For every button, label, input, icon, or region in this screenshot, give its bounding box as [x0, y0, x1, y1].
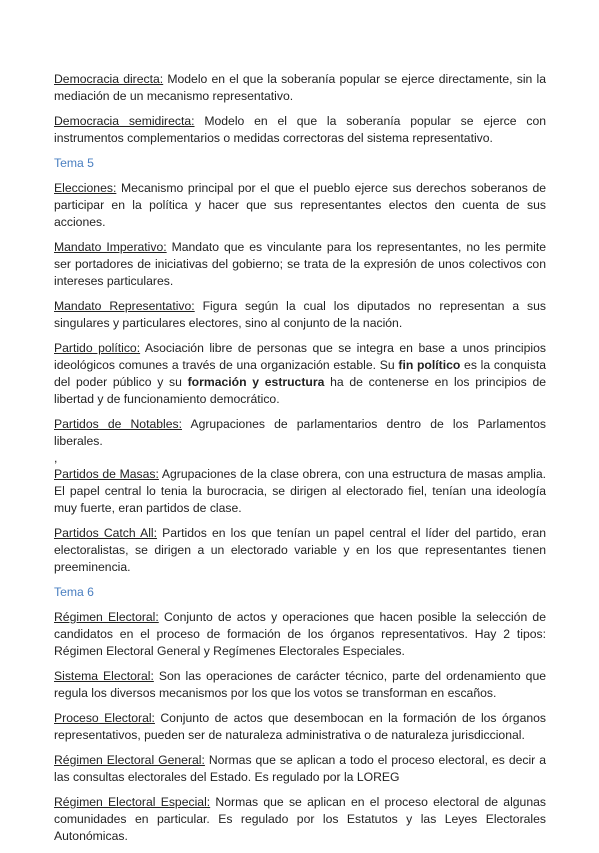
- definition-regimen-electoral-general: [54, 752, 546, 786]
- definition-text: Mandato que es vinculante para los representantes, no les permite ser portadores de iniciativas del gobierno; se trata de la expresión de unos colectivos con intereses particulares.: [54, 240, 546, 288]
- definition-democracia-semidirecta: [54, 113, 546, 147]
- definition-partido-politico: [54, 340, 546, 408]
- definition-text: Agrupaciones de la clase obrera, con una estructura de masas amplia. El papel central lo tenia la burocracia, se dirigen al electorado fiel, tenían una ideología muy fuerte, eran partidos de clase.: [54, 467, 546, 515]
- definition-text: Normas que se aplican en el proceso electoral de algunas comunidades en particular. Es regulado por los Estatutos y las Leyes Electorales Autonómicas.: [54, 795, 546, 843]
- term: Mandato Representativo:: [54, 299, 195, 313]
- definition-text: Mecanismo principal por el que el pueblo ejerce sus derechos soberanos de participar en la política y hacer que sus representantes electos den cuenta de sus acciones.: [54, 181, 546, 229]
- definition-text: Modelo en el que la soberanía popular se ejerce directamente, sin la mediación de un mecanismo representativo.: [54, 72, 546, 103]
- section-heading-tema-6: Tema 6: [54, 585, 94, 599]
- term: Partidos de Notables:: [54, 417, 182, 431]
- definition-text: Partidos en los que tenían un papel central el líder del partido, eran electoralistas, se dirigen a un electorado variable y en los que representantes tienen preeminencia.: [54, 526, 546, 574]
- definition-text: Normas que se aplican a todo el proceso electoral, es decir a las consultas electorales del Estado. Es regulado por la LOREG: [54, 753, 547, 784]
- bold-text: fin político: [398, 358, 461, 372]
- definition-democracia-directa: [54, 71, 546, 105]
- definition-elecciones: [54, 180, 546, 231]
- term: Elecciones:: [54, 181, 117, 195]
- definition-partidos-notables: [54, 416, 546, 450]
- definition-regimen-electoral: [54, 609, 546, 660]
- definition-proceso-electoral: [54, 710, 546, 744]
- definition-mandato-imperativo: [54, 239, 546, 290]
- document-page: [54, 71, 546, 853]
- term: Proceso Electoral:: [54, 711, 155, 725]
- term: Régimen Electoral Especial:: [54, 795, 211, 809]
- term: Partidos de Masas:: [54, 467, 159, 481]
- term: Democracia directa:: [54, 72, 164, 86]
- definition-text: Agrupaciones de parlamentarios dentro de los Parlamentos liberales.: [54, 417, 546, 448]
- term: Sistema Electoral:: [54, 669, 154, 683]
- definition-mandato-representativo: [54, 298, 546, 332]
- definition-text: es la conquista del poder público y su: [54, 358, 546, 389]
- definition-sistema-electoral: [54, 668, 546, 702]
- definition-text: Figura según la cual los diputados no representan a sus singulares y particulares electores, sino al conjunto de la nación.: [54, 299, 546, 330]
- term: Democracia semidirecta:: [54, 114, 195, 128]
- definition-text: Son las operaciones de carácter técnico, parte del ordenamiento que regula los diversos mecanismos por los que los votos se transforman en escaños.: [54, 669, 547, 700]
- section-heading-tema-5: Tema 5: [54, 156, 94, 170]
- term: Régimen Electoral General:: [54, 753, 205, 767]
- term: Partido político:: [54, 341, 141, 355]
- bold-text: formación y estructura: [187, 375, 325, 389]
- term: Partidos Catch All:: [54, 526, 158, 540]
- definition-partidos-catch-all: [54, 525, 546, 576]
- definition-text: Conjunto de actos y operaciones que hacen posible la selección de candidatos en el proceso de formación de los órganos representativos. Hay 2 tipos: Régimen Electoral General y Regímenes Electorales Especiales.: [54, 610, 546, 658]
- definition-text: Conjunto de actos que desembocan en la formación de los órganos representativos, pueden ser de naturaleza administrativa o de naturaleza jurisdiccional.: [54, 711, 546, 742]
- definition-partidos-masas: [54, 466, 546, 517]
- term: Régimen Electoral:: [54, 610, 159, 624]
- term: Mandato Imperativo:: [54, 240, 167, 254]
- definition-regimen-electoral-especial: [54, 794, 546, 845]
- stray-comma: ,: [54, 451, 58, 465]
- definition-text: Modelo en el que la soberanía popular se ejerce con instrumentos complementarios o medidas correctoras del sistema representativo.: [54, 114, 546, 145]
- definition-text: ha de contenerse en los principios de libertad y de funcionamiento democrático.: [54, 375, 547, 406]
- definition-text: Asociación libre de personas que se integra en base a unos principios ideológicos comunes a través de una organización estable. Su: [54, 341, 546, 372]
